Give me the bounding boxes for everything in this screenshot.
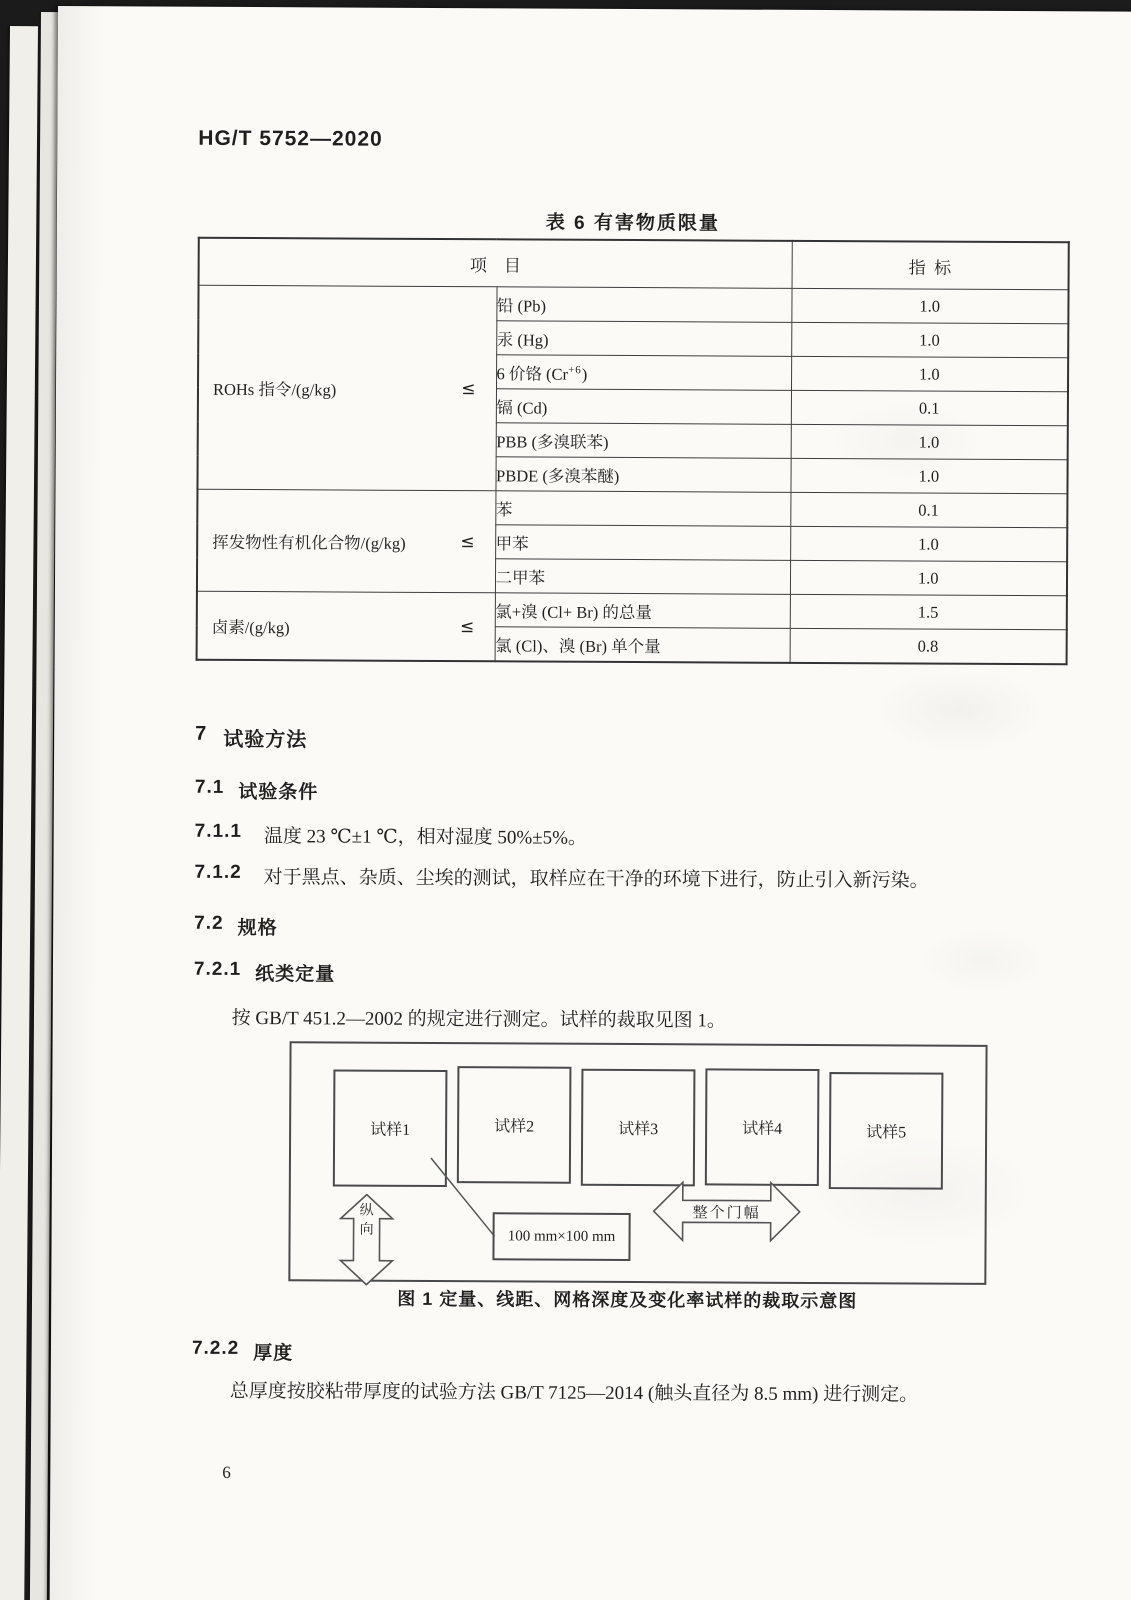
item-cell: 氯+溴 (Cl+ Br) 的总量 (495, 593, 790, 629)
clause-text: 温度 23 ℃±1 ℃，相对湿度 50%±5%。 (263, 826, 588, 849)
group-name: ROHs 指令/(g/kg) (212, 379, 337, 399)
less-equal-symbol: ≤ (459, 616, 475, 637)
value-cell: 1.0 (791, 322, 1068, 357)
section-title: 纸类定量 (255, 964, 336, 986)
item-cell: 二甲苯 (495, 559, 790, 595)
item-text: 6 价铬 (Cr (496, 363, 569, 384)
item-cell: 苯 (495, 491, 790, 527)
section-number: 7.2.2 (191, 1337, 240, 1359)
sample-box-3: 试样3 (581, 1069, 696, 1187)
value-cell: 1.0 (790, 560, 1067, 595)
section-title: 试验条件 (238, 781, 319, 804)
clause-text: 对于黑点、杂质、尘埃的测试，取样应在干净的环境下进行，防止引入新污染。 (263, 867, 929, 892)
section-number: 7.2.1 (193, 958, 242, 980)
item-cell (496, 355, 791, 391)
sample-box-row (291, 1065, 986, 1190)
table-header-row (199, 238, 1069, 290)
table-row (197, 489, 1067, 528)
less-equal-symbol: ≤ (461, 378, 476, 399)
figure1-caption: 图 1 定量、线距、网格深度及变化率试样的裁取示意图 (397, 1288, 858, 1312)
section-heading-7-2-2 (192, 1338, 293, 1366)
section-heading-7-1 (195, 777, 319, 805)
label-char: 纵 (359, 1203, 374, 1219)
sample-size-label-box: 100 mm×100 mm (492, 1212, 630, 1261)
label-char: 向 (359, 1222, 374, 1238)
group-name: 卤素/(g/kg) (211, 617, 290, 637)
figure1-diagram (288, 1041, 987, 1285)
value-cell: 1.0 (791, 424, 1068, 459)
sample-box-1: 试样1 (333, 1069, 448, 1187)
clause-7-1-1 (195, 821, 587, 850)
page-number: 6 (222, 1462, 231, 1482)
section-number: 7.2 (194, 912, 224, 934)
column-header-value: 指 标 (792, 241, 1069, 290)
value-cell: 1.0 (791, 288, 1068, 323)
standard-code-header: HG/T 5752—2020 (198, 126, 383, 151)
group-cell-voc (197, 489, 496, 593)
clause-number: 7.1.1 (194, 820, 243, 842)
section-number: 7.1 (194, 776, 225, 798)
section-title: 试验方法 (223, 728, 308, 752)
group-cell-halogen (197, 591, 495, 661)
item-superscript: +6 (568, 363, 582, 376)
value-cell: 0.1 (791, 390, 1068, 425)
full-width-label: 整个门幅 (692, 1204, 761, 1222)
group-cell-rohs (197, 285, 496, 491)
value-cell: 0.1 (790, 492, 1067, 527)
value-cell: 1.0 (790, 526, 1067, 561)
clause-number: 7.1.2 (194, 861, 242, 883)
table6-title: 表 6 有害物质限量 (545, 212, 720, 235)
paragraph-7-2-2: 总厚度按胶粘带厚度的试验方法 GB/T 7125—2014 (触头直径为 8.5 mm) 进行测定。 (229, 1380, 919, 1406)
table-row (198, 285, 1068, 324)
item-cell: 甲苯 (495, 525, 790, 561)
section-heading-7 (195, 723, 307, 753)
item-text: ) (581, 364, 588, 384)
sample-box-4: 试样4 (705, 1068, 820, 1186)
sample-box-2: 试样2 (457, 1066, 572, 1184)
section-heading-7-2 (194, 913, 278, 940)
item-cell: 镉 (Cd) (496, 389, 791, 425)
item-cell: PBB (多溴联苯) (496, 423, 791, 459)
sample-box-5: 试样5 (829, 1072, 944, 1190)
table-row (197, 591, 1067, 630)
section-heading-7-2-1 (194, 959, 335, 987)
clause-7-1-2 (194, 862, 928, 893)
paragraph-7-2-1: 按 GB/T 451.2—2002 的规定进行测定。试样的裁取见图 1。 (231, 1007, 726, 1032)
document-page (50, 6, 1131, 1600)
value-cell: 1.5 (790, 594, 1067, 629)
section-title: 厚度 (253, 1343, 294, 1365)
vertical-direction-label (335, 1201, 399, 1239)
section-number: 7 (195, 722, 208, 745)
value-cell: 0.8 (790, 628, 1067, 664)
value-cell: 1.0 (790, 458, 1067, 493)
item-cell: PBDE (多溴苯醚) (495, 457, 790, 493)
group-name: 挥发物性有机化合物/(g/kg) (212, 532, 406, 553)
section-title: 规格 (237, 917, 278, 940)
hazardous-substance-limit-table (196, 237, 1070, 666)
column-header-item: 项 目 (199, 238, 792, 289)
value-cell: 1.0 (791, 356, 1068, 391)
item-cell: 汞 (Hg) (496, 321, 791, 357)
less-equal-symbol: ≤ (460, 531, 475, 552)
item-cell: 铅 (Pb) (496, 287, 791, 323)
item-cell: 氯 (Cl)、溴 (Br) 单个量 (495, 627, 790, 663)
